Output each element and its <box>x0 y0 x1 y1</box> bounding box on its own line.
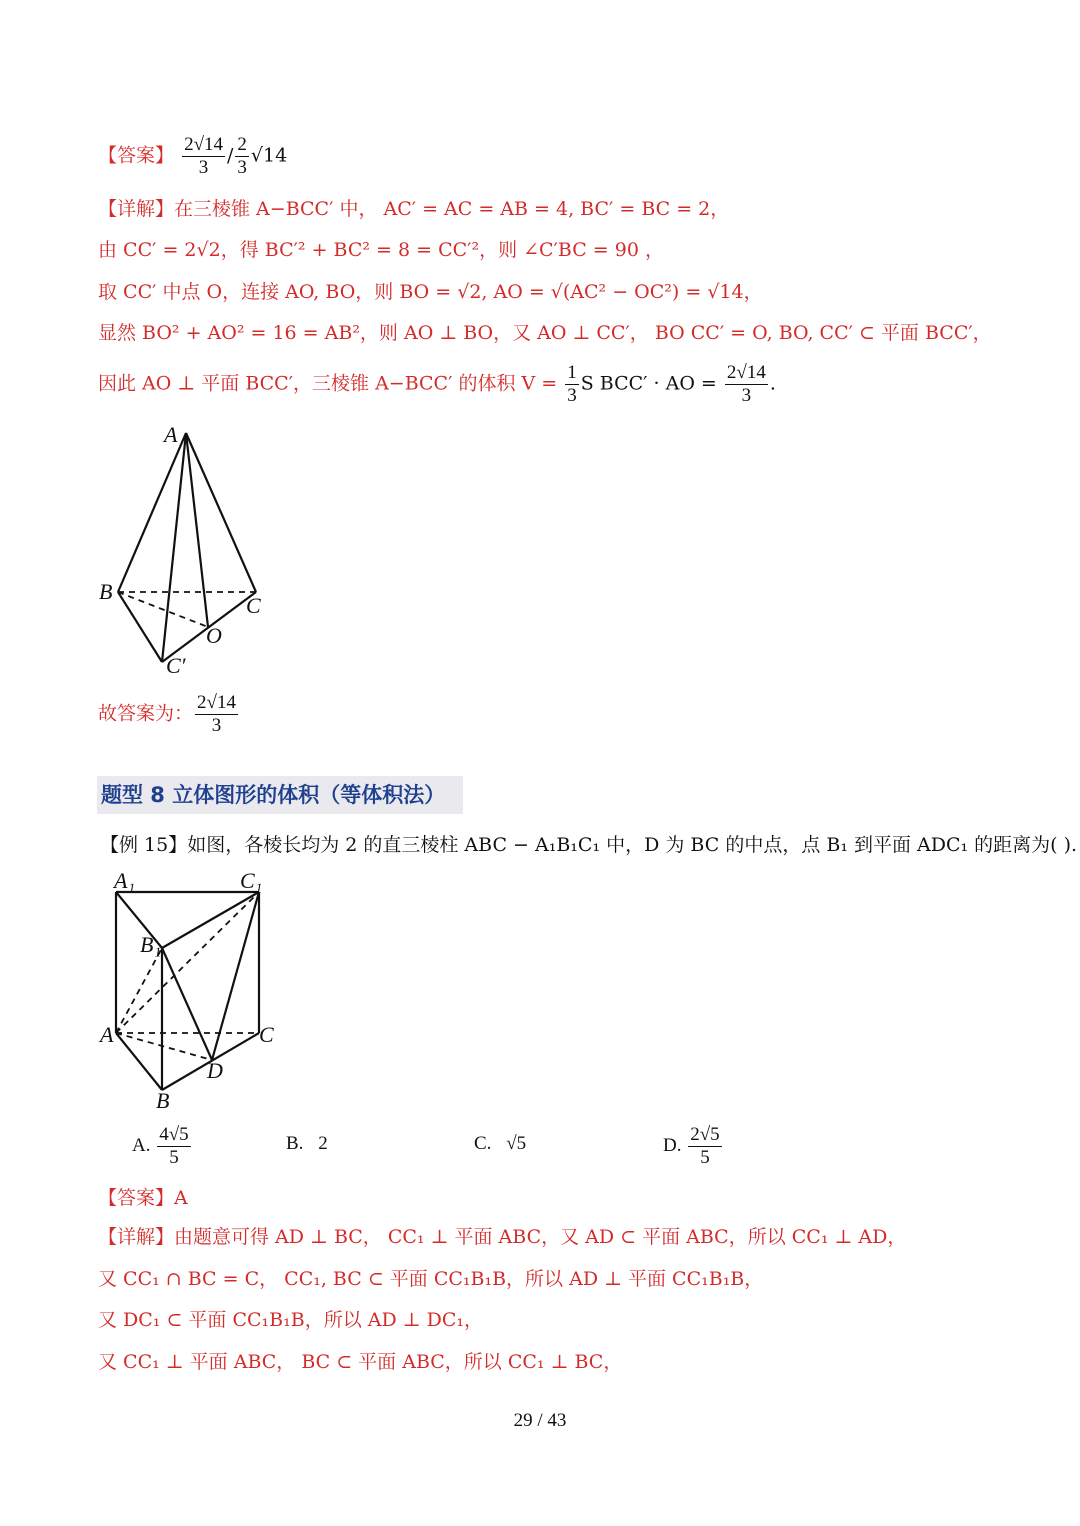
fraction-denominator: 5 <box>169 1147 179 1168</box>
edge-AC <box>186 433 256 592</box>
detail-text-end: . <box>769 372 776 395</box>
fraction-denominator: 3 <box>567 385 577 406</box>
label-B: B <box>99 579 113 604</box>
choice-d[interactable] <box>663 1124 724 1169</box>
detail-text: 显然 BO² + AO² = 16 = AB²，则 AO ⊥ BO，又 AO ⊥ CC′， BO CC′ = O, BO, CC′ ⊂ 平面 BCC′， <box>98 322 992 344</box>
fraction-denominator: 3 <box>211 715 222 736</box>
answer-value: A <box>174 1187 188 1209</box>
label-A: A <box>100 1022 114 1047</box>
detail2-line-2 <box>98 1264 763 1294</box>
answer-line-1 <box>98 134 287 179</box>
answer-label: 【答案】 <box>98 1187 175 1209</box>
detail-text: 又 CC₁ ⊥ 平面 ABC， BC ⊂ 平面 ABC，所以 CC₁ ⊥ BC， <box>98 1351 623 1373</box>
detail-text: 由 CC′ = 2√2，得 BC′² + BC² = 8 = CC′²，则 ∠C′BC = 90 ， <box>98 239 664 261</box>
detail2-line-4 <box>98 1347 622 1377</box>
choice-value: 2 <box>318 1133 328 1154</box>
fraction-numerator: 2√14 <box>197 692 236 713</box>
detail-label: 【详解】 <box>98 198 175 220</box>
fraction-numerator: 1 <box>567 362 577 383</box>
fraction-numerator: 4√5 <box>159 1124 189 1145</box>
fraction-numerator: 2√5 <box>690 1124 720 1145</box>
choice-value: √5 <box>506 1133 527 1154</box>
fraction-denominator: 5 <box>700 1147 710 1168</box>
label-A1: A₁ <box>114 868 136 893</box>
edge-C1D <box>212 892 259 1060</box>
prism-figure <box>96 868 296 1113</box>
choice-fraction <box>688 1124 721 1169</box>
fraction-separator: / <box>227 144 234 167</box>
choice-letter: D. <box>663 1134 682 1156</box>
fraction-numerator: 2√14 <box>184 134 223 155</box>
conclusion-line <box>98 692 240 737</box>
detail-text: 因此 AO ⊥ 平面 BCC′，三棱锥 A−BCC′ 的体积 V = <box>98 372 564 395</box>
detail2-line-3 <box>98 1305 483 1335</box>
detail-line-1 <box>98 194 729 224</box>
detail-line-3 <box>98 277 763 307</box>
answer-fraction-2 <box>235 134 249 179</box>
volume-fraction-b <box>725 362 768 407</box>
label-B: B <box>156 1088 170 1113</box>
choice-b[interactable] <box>286 1124 328 1164</box>
detail-text: 在三棱锥 A−BCC′ 中， AC′ = AC = AB = 4, BC′ = BC = 2， <box>174 198 730 220</box>
label-D: D <box>207 1058 223 1083</box>
edge-AC1-dashed <box>116 892 259 1033</box>
edge-AB1-dashed <box>116 948 162 1033</box>
label-C-prime: C′ <box>166 653 186 678</box>
label-O: O <box>206 623 222 648</box>
answer-tail: √14 <box>250 144 288 167</box>
example-question: 【例 15】如图，各棱长均为 2 的直三棱柱 ABC − A₁B₁C₁ 中，D 为 BC 的中点，点 B₁ 到平面 ADC₁ 的距离为( ). <box>100 834 1078 856</box>
edge-AB <box>118 433 186 592</box>
detail-line-2 <box>98 235 664 265</box>
detail-text: 取 CC′ 中点 O，连接 AO, BO，则 BO = √2, AO = √(AC² − OC²) = √14， <box>98 281 763 303</box>
detail-text: 由题意可得 AD ⊥ BC， CC₁ ⊥ 平面 ABC，又 AD ⊂ 平面 ABC，所以 CC₁ ⊥ AD， <box>174 1226 907 1248</box>
detail-text-mid: S BCC′ · AO = <box>580 372 723 395</box>
edge-AB <box>116 1033 162 1090</box>
fraction-denominator: 3 <box>237 157 247 178</box>
choice-letter: A. <box>132 1134 151 1156</box>
choice-letter: B. <box>286 1133 304 1154</box>
label-C1: C₁ <box>240 868 263 893</box>
detail2-line-1 <box>98 1222 906 1252</box>
edge-BO-dashed <box>118 592 208 627</box>
label-A: A <box>164 422 178 447</box>
detail-line-4 <box>98 318 992 348</box>
edge-AO <box>186 433 208 627</box>
section-heading: 题型 8 立体图形的体积（等体积法） <box>97 776 463 814</box>
edge-AC-prime <box>162 433 186 662</box>
choice-fraction <box>157 1124 190 1169</box>
page-number: 29 / 43 <box>513 1410 567 1431</box>
label-B1: B₁ <box>140 932 162 957</box>
edge-AD-dashed <box>116 1033 212 1060</box>
choice-c[interactable] <box>474 1124 526 1164</box>
volume-fraction-a <box>565 362 579 407</box>
fraction-denominator: 3 <box>741 385 752 406</box>
conclusion-text: 故答案为： <box>98 702 194 725</box>
pyramid-figure <box>90 415 290 685</box>
answer-label: 【答案】 <box>98 144 175 167</box>
edge-B-Cprime <box>118 592 162 662</box>
detail-text: 又 DC₁ ⊂ 平面 CC₁B₁B，所以 AD ⊥ DC₁， <box>98 1309 484 1331</box>
answer-line-2 <box>98 1183 188 1213</box>
answer-fraction <box>182 134 225 179</box>
conclusion-fraction <box>195 692 238 737</box>
detail-line-5 <box>98 362 776 407</box>
edge-B1D <box>162 948 212 1060</box>
label-C: C <box>259 1022 274 1047</box>
choice-a[interactable] <box>132 1124 193 1169</box>
fraction-numerator: 2√14 <box>726 362 766 383</box>
fraction-denominator: 3 <box>198 157 209 178</box>
fraction-numerator: 2 <box>237 134 247 155</box>
detail-text: 又 CC₁ ∩ BC = C， CC₁, BC ⊂ 平面 CC₁B₁B，所以 AD ⊥ 平面 CC₁B₁B， <box>98 1268 764 1290</box>
detail-label: 【详解】 <box>98 1226 175 1248</box>
label-C: C <box>246 593 261 618</box>
choice-letter: C. <box>474 1133 492 1154</box>
